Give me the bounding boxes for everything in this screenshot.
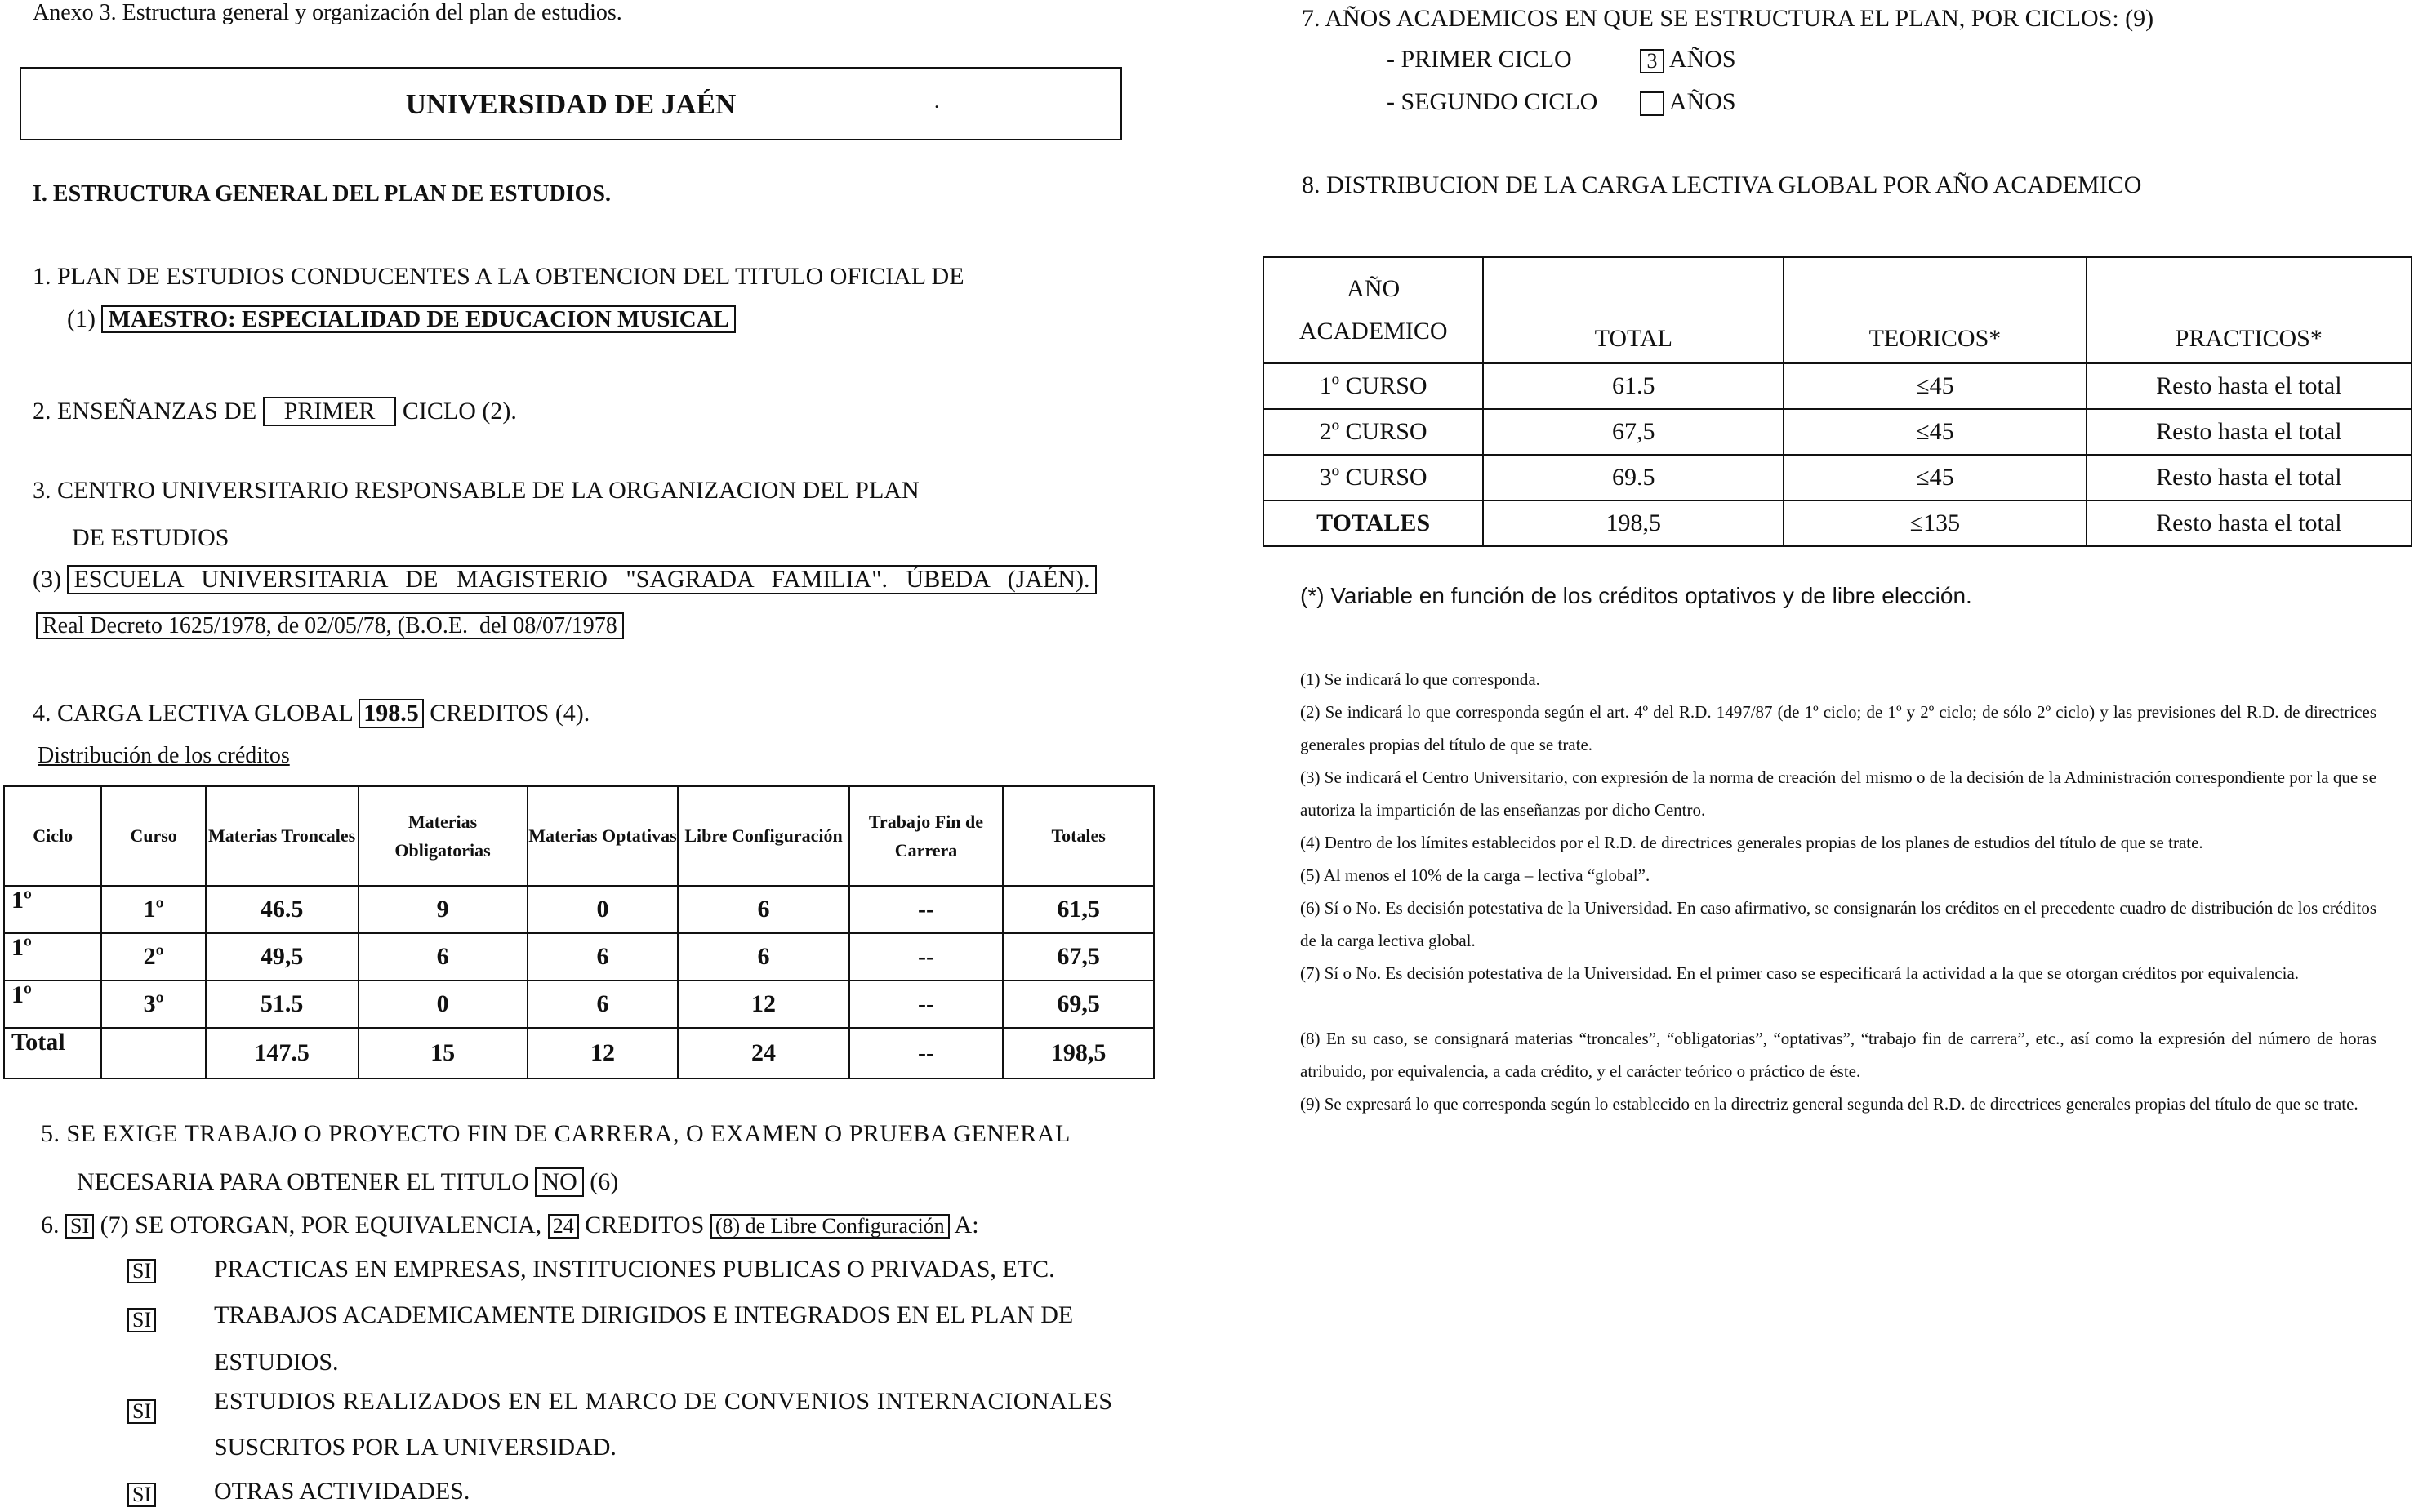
table-row [4,981,1154,1028]
table-cell: 9 [359,886,528,933]
table-cell: 1º [4,981,101,1028]
footnote-4: (4) Dentro de los límites establecidos por el R.D. de directrices generales propias de los planes de estudios del título de que se trate. [1300,833,2203,852]
table-cell: Total [4,1028,101,1078]
table-cell: 6 [678,933,848,981]
item1-prefix: (1) [67,305,96,332]
item5-before: NECESARIA PARA OBTENER EL TITULO [77,1168,529,1195]
credit-distribution-table [3,785,1155,1079]
item3-center-line [33,565,1097,594]
footnote-6: (6) Sí o No. Es decisión potestativa de la Universidad. En caso afirmativo, se consignarán los créditos en el precedente cuadro de distribución de los créditos de la carga lectiva global. [1300,898,2376,950]
table-cell: 2º [101,933,205,981]
table-cell: 2º CURSO [1263,409,1483,455]
carga-header-year-line2: ACADEMICO [1298,318,1448,345]
carga-header-teoricos: TEORICOS* [1784,257,2086,363]
item6-line [41,1212,979,1239]
cycle1-years-box: 3 [1640,49,1664,73]
dist-header-optativas: Materias Optativas [528,786,679,886]
cycle-value-box: PRIMER [263,397,397,426]
list-item [127,1399,156,1424]
table-cell: 1º [4,933,101,981]
table-row [1263,500,2412,546]
equivalence-value-box: SI [65,1214,94,1239]
table-cell: 6 [528,933,679,981]
dist-header-troncales: Materias Troncales [206,786,359,886]
teaching-load-table [1263,256,2412,547]
carga-header-row [1263,257,2412,363]
equivalence-credits-box: 24 [548,1214,579,1239]
list-item-line1: OTRAS ACTIVIDADES. [214,1478,470,1505]
dist-header-obligatorias: Materias Obligatorias [359,786,528,886]
footnote-9: (9) Se expresará lo que corresponda según lo establecido en la directriz general segunda del R.D. de directrices generales propias del título de que se trate. [1300,1094,2358,1114]
item1-text: 1. PLAN DE ESTUDIOS CONDUCENTES A LA OBTENCION DEL TITULO OFICIAL DE [33,263,964,290]
item3-line1: 3. CENTRO UNIVERSITARIO RESPONSABLE DE LA ORGANIZACION DEL PLAN [33,477,920,504]
item8-text: 8. DISTRIBUCION DE LA CARGA LECTIVA GLOBAL POR AÑO ACADEMICO [1302,171,2142,198]
table-row [1263,409,2412,455]
item6-text2: CREDITOS [585,1212,705,1239]
table-cell: 6 [678,886,848,933]
variable-note: (*) Variable en función de los créditos optativos y de libre elección. [1300,583,1972,608]
item3-line2: DE ESTUDIOS [72,524,229,551]
table-row [4,886,1154,933]
list-item [127,1308,156,1332]
footnote-5: (5) Al menos el 10% de la carga – lectiva “global”. [1300,865,1650,885]
list-item-line2: SUSCRITOS POR LA UNIVERSIDAD. [214,1434,617,1461]
table-cell: Resto hasta el total [2087,363,2412,409]
table-cell: -- [849,981,1004,1028]
thesis-value-box: NO [535,1167,583,1197]
table-cell: 15 [359,1028,528,1078]
carga-header-year [1263,257,1483,363]
item5-line1: 5. SE EXIGE TRABAJO O PROYECTO FIN DE CARRERA, O EXAMEN O PRUEBA GENERAL [41,1120,1071,1147]
footnote-3: (3) Se indicará el Centro Universitario, con expresión de la norma de creación del mismo o de la decisión de la Administración correspondiente por la que se autoriza la impartición de las enseñanzas por dicho Centro. [1300,767,2376,820]
table-cell: 147.5 [206,1028,359,1078]
dist-header-curso: Curso [101,786,205,886]
list-item-line1: TRABAJOS ACADEMICAMENTE DIRIGIDOS E INTEGRADOS EN EL PLAN DE [214,1301,1074,1328]
table-cell: 61.5 [1483,363,1784,409]
table-row [4,933,1154,981]
university-name: UNIVERSIDAD DE JAÉN [405,88,737,120]
footnote-7: (7) Sí o No. Es decisión potestativa de la Universidad. En el primer caso se especificará la actividad a la que se otorgan créditos por equivalencia. [1300,963,2300,983]
table-cell: 49,5 [206,933,359,981]
dist-header-libre: Libre Configuración [678,786,848,886]
table-cell: 198,5 [1483,500,1784,546]
table-cell: 69.5 [1483,455,1784,500]
decree-line [36,612,624,639]
item6-num: 6. [41,1212,60,1239]
dist-header-ciclo: Ciclo [4,786,101,886]
dist-header-trabajo: Trabajo Fin de Carrera [849,786,1004,886]
table-cell: 6 [359,933,528,981]
table-cell [101,1028,205,1078]
item4-line [33,699,590,728]
item2-after: CICLO (2). [402,398,517,425]
center-value-box: ESCUELA UNIVERSITARIA DE MAGISTERIO "SAGRADA FAMILIA". ÚBEDA (JAÉN). [67,565,1096,594]
table-cell: -- [849,933,1004,981]
table-cell: ≤45 [1784,409,2086,455]
table-cell: ≤45 [1784,455,2086,500]
list-item-mark: SI [127,1399,156,1424]
carga-header-year-line1: AÑO [1347,275,1401,302]
item2-line [33,397,517,426]
table-cell: 61,5 [1003,886,1154,933]
footnote-8: (8) En su caso, se consignará materias “troncales”, “obligatorias”, “optativas”, “trabajo fin de carrera”, etc., así como la expresión del número de horas atribuido, por equivalencia, a cada crédito, y el carácter teórico o práctico de éste. [1300,1029,2376,1081]
table-cell: 0 [359,981,528,1028]
list-item-mark: SI [127,1483,156,1507]
dist-header-row [4,786,1154,886]
table-cell: ≤45 [1784,363,2086,409]
table-cell: 12 [678,981,848,1028]
table-cell: 67,5 [1003,933,1154,981]
annex-title: Anexo 3. Estructura general y organización del plan de estudios. [33,0,622,25]
table-cell: 6 [528,981,679,1028]
item3-prefix: (3) [33,566,61,593]
list-item-mark: SI [127,1259,156,1283]
title-value-box: MAESTRO: ESPECIALIDAD DE EDUCACION MUSICAL [101,305,736,333]
footnote-2: (2) Se indicará lo que corresponda según el art. 4º del R.D. 1497/87 (de 1º ciclo; de 1º y 2º ciclo; de sólo 2º ciclo) y las previsiones del R.D. de directrices generales propias del título de que se trate. [1300,702,2376,754]
table-cell: Resto hasta el total [2087,455,2412,500]
table-cell: Resto hasta el total [2087,500,2412,546]
cycle2-years-box [1640,91,1664,116]
table-cell: 198,5 [1003,1028,1154,1078]
item5-after: (6) [590,1168,619,1195]
table-cell: 24 [678,1028,848,1078]
carga-header-practicos: PRACTICOS* [2087,257,2412,363]
table-cell: 46.5 [206,886,359,933]
table-cell: 1º CURSO [1263,363,1483,409]
item5-line2 [77,1167,618,1197]
table-cell: -- [849,886,1004,933]
table-row [4,1028,1154,1078]
table-cell: 3º CURSO [1263,455,1483,500]
table-cell: 69,5 [1003,981,1154,1028]
list-item [127,1483,156,1507]
credits-value-box: 198.5 [359,699,424,728]
table-cell: 0 [528,886,679,933]
item4-before: 4. CARGA LECTIVA GLOBAL [33,700,353,727]
cycle2-unit: AÑOS [1668,88,1736,115]
cycle1-row [1640,46,1736,73]
footnote-1: (1) Se indicará lo que corresponda. [1300,669,1540,689]
section-title: I. ESTRUCTURA GENERAL DEL PLAN DE ESTUDIOS. [33,181,611,207]
cycle2-row [1640,88,1736,116]
list-item [127,1259,156,1283]
table-cell: TOTALES [1263,500,1483,546]
cycle2-label: - SEGUNDO CICLO [1387,88,1598,115]
university-header-box [20,67,1122,140]
list-item-line1: PRACTICAS EN EMPRESAS, INSTITUCIONES PUBLICAS O PRIVADAS, ETC. [214,1256,1055,1283]
decree-value-box: Real Decreto 1625/1978, de 02/05/78, (B.O.E. del 08/07/1978 [36,612,624,639]
cycle1-label: - PRIMER CICLO [1387,46,1572,73]
cycle1-unit: AÑOS [1668,46,1736,73]
item6-text3: A: [954,1212,979,1239]
table-row [1263,363,2412,409]
table-cell: 12 [528,1028,679,1078]
item4-after: CREDITOS (4). [430,700,590,727]
table-row [1263,455,2412,500]
table-cell: 1º [101,886,205,933]
table-cell: Resto hasta el total [2087,409,2412,455]
list-item-line2: ESTUDIOS. [214,1349,339,1376]
list-item-line1: ESTUDIOS REALIZADOS EN EL MARCO DE CONVENIOS INTERNACIONALES [214,1388,1113,1415]
carga-header-total: TOTAL [1483,257,1784,363]
table-cell: 1º [4,886,101,933]
item1-line [67,305,736,333]
equivalence-kind-box: (8) de Libre Configuración [710,1214,950,1239]
table-cell: -- [849,1028,1004,1078]
dist-header-totales: Totales [1003,786,1154,886]
list-item-mark: SI [127,1308,156,1332]
item7-text: 7. AÑOS ACADEMICOS EN QUE SE ESTRUCTURA EL PLAN, POR CICLOS: (9) [1302,5,2154,32]
item2-before: 2. ENSEÑANZAS DE [33,398,257,425]
header-dot: . [934,91,939,113]
table-cell: 51.5 [206,981,359,1028]
distribution-title: Distribución de los créditos [38,743,290,768]
table-cell: 3º [101,981,205,1028]
item6-text1: (7) SE OTORGAN, POR EQUIVALENCIA, [100,1212,542,1239]
table-cell: 67,5 [1483,409,1784,455]
table-cell: ≤135 [1784,500,2086,546]
